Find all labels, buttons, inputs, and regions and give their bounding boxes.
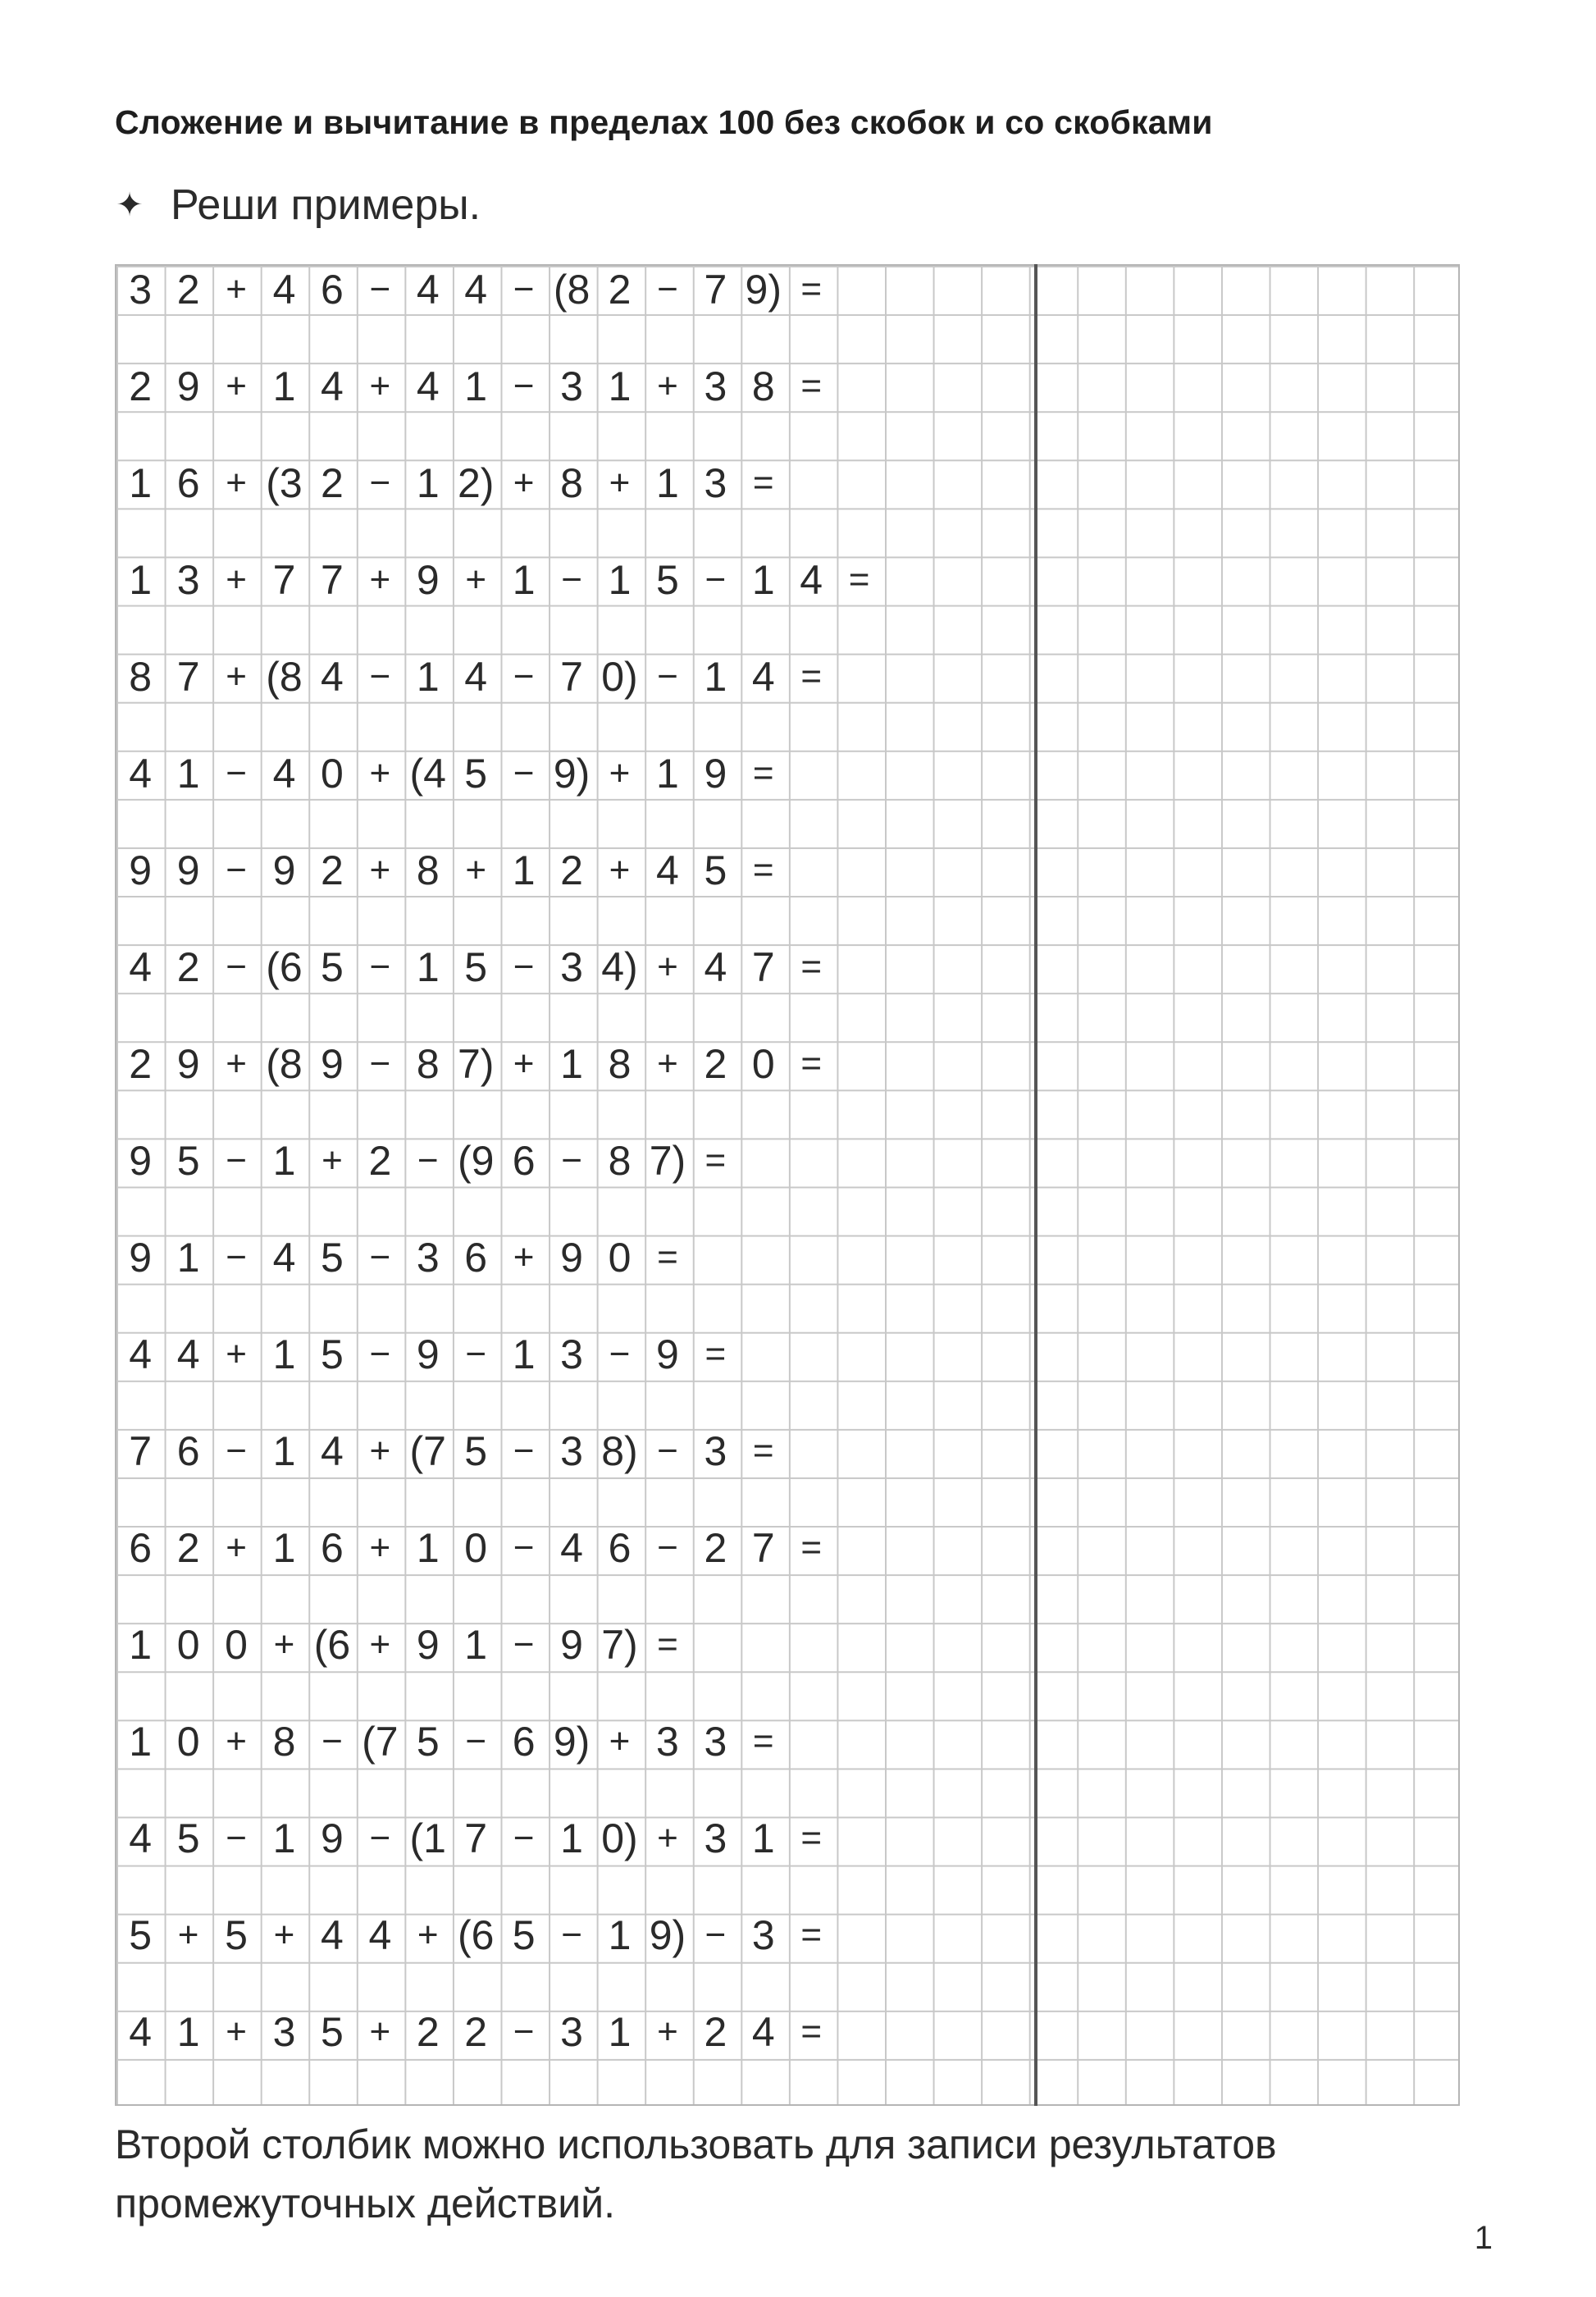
exercise-symbol: − [226, 1430, 247, 1471]
exercise-symbol: − [226, 1236, 247, 1277]
page-number: 1 [1474, 2220, 1493, 2256]
exercise-symbol: 3 [416, 1234, 440, 1281]
exercise-symbol: 4 [321, 1911, 344, 1958]
exercise-symbol: = [800, 1914, 823, 1955]
exercise-symbol: − [513, 366, 535, 407]
exercise-symbol: 7 [751, 944, 775, 991]
exercise-symbol: − [513, 1817, 535, 1858]
exercise-symbol: 8 [608, 1041, 632, 1088]
exercise-symbol: + [321, 1140, 343, 1180]
exercise-symbol: 0 [608, 1234, 632, 1281]
exercise-symbol: 1 [512, 847, 536, 894]
footer-note: Второй столбик можно использовать для записи результатов промежуточных действий. [115, 2121, 1277, 2226]
exercise-symbol: 4 [656, 847, 679, 894]
exercise-symbol: + [657, 366, 678, 407]
exercise-symbol: 6 [321, 267, 344, 313]
exercise-symbol: 1 [129, 1621, 153, 1668]
exercise-symbol: 4 [464, 267, 488, 313]
exercise-symbol: 3 [560, 2008, 583, 2055]
exercise-symbol: (1 [409, 1815, 446, 1861]
exercise-symbol: 6 [512, 1718, 536, 1765]
exercise-symbol: 4 [416, 267, 440, 313]
exercise-symbol: + [226, 366, 247, 407]
exercise-symbol: 1 [272, 1427, 296, 1474]
exercise-symbol: = [800, 1527, 823, 1568]
exercise-symbol: + [226, 1527, 247, 1568]
exercise-symbol: 6 [176, 1427, 200, 1474]
exercise-symbol: 9 [416, 1621, 440, 1668]
exercise-symbol: − [369, 656, 391, 697]
exercise-symbol: − [369, 947, 391, 988]
exercise-symbol: (8 [266, 654, 303, 701]
exercise-symbol: + [657, 2011, 678, 2052]
exercise-symbol: 1 [416, 944, 440, 991]
exercise-symbol: + [369, 559, 391, 601]
exercise-symbol: 2 [464, 2008, 488, 2055]
exercise-symbol: 1 [560, 1815, 583, 1861]
exercise-symbol: 1 [272, 1815, 296, 1861]
exercise-symbol: 7) [649, 1138, 686, 1184]
exercise-symbol: = [800, 2011, 823, 2052]
exercise-symbol: + [369, 366, 391, 407]
exercise-symbol: 0) [601, 1815, 638, 1861]
exercise-grid [115, 264, 1460, 2106]
exercise-symbol: 6 [321, 1524, 344, 1571]
exercise-symbol: 3 [560, 1427, 583, 1474]
exercise-symbol: 7 [176, 654, 200, 701]
exercise-symbol: + [226, 656, 247, 697]
exercise-symbol: − [513, 1623, 535, 1665]
exercise-symbol: − [369, 463, 391, 504]
exercise-symbol: 1 [751, 1815, 775, 1861]
exercise-symbol: 2 [176, 1524, 200, 1571]
exercise-symbol: 0 [751, 1041, 775, 1088]
exercise-symbol: 9) [745, 267, 782, 313]
exercise-symbol: 1 [656, 751, 679, 797]
exercise-symbol: 4 [464, 654, 488, 701]
exercise-symbol: 3 [704, 1815, 727, 1861]
exercise-symbol: 5 [321, 1331, 344, 1377]
exercise-symbol: + [226, 1333, 247, 1374]
exercise-symbol: 4 [129, 751, 153, 797]
exercise-symbol: 5 [321, 1234, 344, 1281]
exercise-symbol: 4) [601, 944, 638, 991]
exercise-symbol: 5 [321, 944, 344, 991]
exercise-symbol: 1 [129, 557, 153, 604]
exercise-symbol: 8 [129, 654, 153, 701]
exercise-symbol: − [657, 1430, 678, 1471]
exercise-symbol: + [513, 463, 535, 504]
exercise-symbol: + [369, 850, 391, 891]
exercise-symbol: 9 [176, 1041, 200, 1088]
exercise-symbol: + [657, 947, 678, 988]
exercise-symbol: 2 [321, 847, 344, 894]
exercise-symbol: 9) [553, 1718, 591, 1765]
exercise-symbol: 9 [416, 557, 440, 604]
exercise-symbol: 7 [464, 1815, 488, 1861]
exercise-symbol: 7 [321, 557, 344, 604]
exercise-symbol: − [417, 1140, 439, 1180]
exercise-symbol: − [226, 1140, 247, 1180]
exercise-symbol: + [226, 1043, 247, 1085]
exercise-symbol: 4 [176, 1331, 200, 1377]
exercise-symbol: + [657, 1817, 678, 1858]
exercise-symbol: + [226, 463, 247, 504]
exercise-symbol: = [848, 559, 870, 601]
exercise-symbol: 1 [751, 557, 775, 604]
exercise-symbol: = [705, 1333, 727, 1374]
exercise-symbol: 0 [176, 1621, 200, 1668]
exercise-symbol: − [513, 2011, 535, 2052]
exercise-symbol: − [705, 1914, 727, 1955]
exercise-symbol: 1 [416, 654, 440, 701]
exercise-symbol: 1 [129, 1718, 153, 1765]
exercise-symbol: 5 [176, 1138, 200, 1184]
exercise-symbol: − [513, 947, 535, 988]
exercise-symbol: 1 [416, 1524, 440, 1571]
exercise-symbol: 5 [416, 1718, 440, 1765]
exercise-symbol: 1 [272, 1331, 296, 1377]
exercise-symbol: 8 [560, 460, 583, 507]
exercise-symbol: 4 [560, 1524, 583, 1571]
exercise-symbol: 2 [704, 2008, 727, 2055]
exercise-symbol: = [657, 1236, 678, 1277]
exercise-symbol: 5 [656, 557, 679, 604]
exercise-symbol: = [752, 463, 774, 504]
exercise-symbol: 1 [464, 363, 488, 410]
exercise-symbol: (6 [457, 1911, 495, 1958]
exercise-symbol: + [465, 559, 487, 601]
exercise-symbol: = [657, 1623, 678, 1665]
exercise-symbol: 2 [176, 267, 200, 313]
exercise-symbol: − [513, 1527, 535, 1568]
exercise-symbol: = [752, 1720, 774, 1761]
exercise-symbol: (6 [313, 1621, 351, 1668]
exercise-symbol: (8 [266, 1041, 303, 1088]
exercise-symbol: 3 [560, 363, 583, 410]
instruction [113, 176, 481, 234]
exercise-symbol: 1 [272, 1524, 296, 1571]
exercise-symbol: (7 [362, 1718, 399, 1765]
exercise-symbol: 4 [704, 944, 727, 991]
exercise-symbol: 4 [272, 1234, 296, 1281]
exercise-symbol: + [177, 1914, 199, 1955]
exercise-symbol: 1 [464, 1621, 488, 1668]
exercise-symbol: 4 [368, 1911, 392, 1958]
exercise-symbol: 1 [656, 460, 679, 507]
exercise-symbol: (4 [409, 751, 446, 797]
page-title: Сложение и вычитание в пределах 100 без скобок и со скобками [115, 103, 1213, 141]
instruction-text: Реши примеры. [171, 181, 481, 229]
exercise-symbol: − [465, 1720, 487, 1761]
exercise-symbol: 8 [751, 363, 775, 410]
exercise-symbol: − [657, 269, 678, 310]
exercise-symbol: 9 [176, 847, 200, 894]
exercise-symbol: 3 [751, 1911, 775, 1958]
exercise-symbol: = [800, 656, 823, 697]
exercise-symbol: 9 [176, 363, 200, 410]
exercise-symbol: + [369, 2011, 391, 2052]
exercise-symbol: − [561, 1140, 582, 1180]
exercise-symbol: = [705, 1140, 727, 1180]
exercise-symbol: (9 [457, 1138, 495, 1184]
exercise-symbol: 8 [272, 1718, 296, 1765]
exercise-symbol: 1 [560, 1041, 583, 1088]
exercise-symbol: (3 [266, 460, 303, 507]
exercise-symbol: 1 [129, 460, 153, 507]
column-divider [1034, 264, 1037, 2106]
four-point-star-icon: ✦ [116, 187, 144, 223]
exercise-symbol: 2 [129, 363, 153, 410]
exercise-symbol: 9 [704, 751, 727, 797]
exercise-symbol: 3 [704, 363, 727, 410]
exercise-symbol: + [513, 1236, 535, 1277]
exercise-symbol: 3 [560, 944, 583, 991]
exercise-symbol: 1 [176, 1234, 200, 1281]
exercise-symbol: = [800, 269, 823, 310]
exercise-symbol: + [417, 1914, 439, 1955]
exercise-symbol: = [800, 1043, 823, 1085]
exercise-symbol: 1 [512, 557, 536, 604]
exercise-symbol: − [465, 1333, 487, 1374]
exercise-symbol: − [513, 269, 535, 310]
exercise-symbol: 2 [608, 267, 632, 313]
exercise-symbol: 8 [416, 1041, 440, 1088]
exercise-symbol: 7 [751, 1524, 775, 1571]
exercise-symbol: − [369, 1043, 391, 1085]
exercise-symbol: 2 [321, 460, 344, 507]
exercise-symbol: 9 [129, 1138, 153, 1184]
exercise-symbol: 2 [129, 1041, 153, 1088]
exercise-symbol: 0 [321, 751, 344, 797]
exercise-symbol: 5 [464, 944, 488, 991]
exercise-symbol: − [226, 1817, 247, 1858]
exercise-symbol: 2 [704, 1524, 727, 1571]
exercise-symbol: 0 [464, 1524, 488, 1571]
exercise-symbol: = [752, 753, 774, 794]
exercise-symbol: 3 [704, 1718, 727, 1765]
exercise-symbol: − [226, 753, 247, 794]
exercise-symbol: 4 [416, 363, 440, 410]
exercise-symbol: 6 [129, 1524, 153, 1571]
exercise-symbol: − [369, 1333, 391, 1374]
exercise-symbol: 6 [512, 1138, 536, 1184]
exercise-symbol: 0 [176, 1718, 200, 1765]
exercise-symbol: 5 [704, 847, 727, 894]
exercise-symbol: 9 [129, 847, 153, 894]
exercise-symbol: = [800, 947, 823, 988]
exercise-symbol: 3 [560, 1331, 583, 1377]
exercise-symbol: + [226, 559, 247, 601]
exercise-symbol: + [226, 2011, 247, 2052]
exercise-symbol: 1 [608, 557, 632, 604]
exercise-symbol: 3 [656, 1718, 679, 1765]
exercise-symbol: = [752, 1430, 774, 1471]
exercise-symbol: − [513, 753, 535, 794]
exercise-symbol: − [369, 1817, 391, 1858]
exercise-symbol: 5 [464, 1427, 488, 1474]
exercise-symbol: − [561, 1914, 582, 1955]
exercise-symbol: − [369, 269, 391, 310]
exercise-symbol: 4 [272, 267, 296, 313]
exercise-symbol: − [513, 656, 535, 697]
exercise-symbol: 2 [704, 1041, 727, 1088]
exercise-symbol: + [609, 1720, 631, 1761]
exercise-symbol: 9 [416, 1331, 440, 1377]
exercise-symbol: 5 [225, 1911, 248, 1958]
exercise-symbol: = [800, 366, 823, 407]
exercise-symbol: 8) [601, 1427, 638, 1474]
exercise-symbol: 9 [560, 1234, 583, 1281]
exercise-symbol: − [561, 559, 582, 601]
exercise-symbol: 4 [321, 363, 344, 410]
exercise-symbol: 4 [751, 654, 775, 701]
exercise-symbol: 7) [601, 1621, 638, 1668]
exercise-symbol: 4 [321, 1427, 344, 1474]
exercise-symbol: 1 [416, 460, 440, 507]
exercise-symbol: 4 [800, 557, 823, 604]
exercise-symbol: + [369, 1527, 391, 1568]
exercise-symbol: 5 [512, 1911, 536, 1958]
exercise-symbol: − [369, 1236, 391, 1277]
exercise-symbol: 1 [608, 2008, 632, 2055]
exercise-symbol: 6 [464, 1234, 488, 1281]
exercise-symbol: − [657, 1527, 678, 1568]
exercise-symbol: 6 [176, 460, 200, 507]
exercise-symbol: + [369, 753, 391, 794]
exercise-symbol: 4 [321, 654, 344, 701]
exercise-symbol: 2) [457, 460, 495, 507]
exercise-symbol: 4 [129, 2008, 153, 2055]
exercise-symbol: − [657, 656, 678, 697]
exercise-symbol: 8 [416, 847, 440, 894]
exercise-symbol: − [321, 1720, 343, 1761]
exercise-symbol: − [705, 559, 727, 601]
exercise-symbol: 5 [129, 1911, 153, 1958]
exercise-symbol: + [369, 1430, 391, 1471]
exercise-symbol: 9 [560, 1621, 583, 1668]
exercise-symbol: = [752, 850, 774, 891]
exercise-symbol: 3 [704, 1427, 727, 1474]
exercise-symbol: 6 [608, 1524, 632, 1571]
exercise-symbol: 9 [129, 1234, 153, 1281]
exercise-symbol: 1 [512, 1331, 536, 1377]
exercise-symbol: + [226, 269, 247, 310]
exercise-symbol: − [226, 850, 247, 891]
exercise-symbol: 3 [176, 557, 200, 604]
exercise-symbol: + [609, 753, 631, 794]
exercise-symbol: + [273, 1623, 295, 1665]
exercise-symbol: 9) [553, 751, 591, 797]
exercise-symbol: + [513, 1043, 535, 1085]
exercise-symbol: 7 [560, 654, 583, 701]
exercise-symbol: + [226, 1720, 247, 1761]
exercise-symbol: 7 [272, 557, 296, 604]
exercise-symbol: − [609, 1333, 631, 1374]
exercise-symbol: 1 [176, 2008, 200, 2055]
exercise-symbol: 2 [560, 847, 583, 894]
exercise-symbol: 9 [656, 1331, 679, 1377]
exercise-symbol: − [513, 1430, 535, 1471]
exercise-symbol: 2 [176, 944, 200, 991]
exercise-symbol: + [465, 850, 487, 891]
exercise-symbol: 9 [321, 1041, 344, 1088]
exercise-symbol: + [609, 463, 631, 504]
exercise-symbol: 3 [129, 267, 153, 313]
exercise-symbol: 1 [704, 654, 727, 701]
exercise-symbol: 1 [272, 1138, 296, 1184]
exercise-symbol: 1 [272, 363, 296, 410]
exercise-symbol: 4 [272, 751, 296, 797]
exercise-symbol: 3 [704, 460, 727, 507]
exercise-symbol: 1 [176, 751, 200, 797]
exercise-symbol: = [800, 1817, 823, 1858]
exercise-symbol: + [657, 1043, 678, 1085]
exercise-symbol: − [226, 947, 247, 988]
exercise-symbol: 7 [129, 1427, 153, 1474]
exercise-symbol: 5 [321, 2008, 344, 2055]
exercise-symbol: + [273, 1914, 295, 1955]
exercise-symbol: + [369, 1623, 391, 1665]
exercise-symbol: 2 [368, 1138, 392, 1184]
exercise-symbol: (7 [409, 1427, 446, 1474]
exercise-symbol: 9) [649, 1911, 686, 1958]
exercise-symbol: 7 [704, 267, 727, 313]
exercise-symbol: 4 [129, 1331, 153, 1377]
exercise-symbol: 0 [225, 1621, 248, 1668]
exercise-symbol: 4 [751, 2008, 775, 2055]
exercise-symbol: 7) [457, 1041, 495, 1088]
exercise-symbol: 4 [129, 944, 153, 991]
exercise-symbol: 0) [601, 654, 638, 701]
exercise-symbol: + [609, 850, 631, 891]
exercise-symbol: 5 [464, 751, 488, 797]
exercise-symbol: 8 [608, 1138, 632, 1184]
exercise-symbol: 1 [608, 1911, 632, 1958]
exercise-symbol: 9 [272, 847, 296, 894]
exercise-symbol: 1 [608, 363, 632, 410]
exercise-symbol: (8 [553, 267, 591, 313]
exercise-symbol: 2 [416, 2008, 440, 2055]
exercise-symbol: 4 [129, 1815, 153, 1861]
exercise-symbol: 9 [321, 1815, 344, 1861]
exercise-symbol: (6 [266, 944, 303, 991]
exercise-symbol: 5 [176, 1815, 200, 1861]
exercise-symbol: 3 [272, 2008, 296, 2055]
